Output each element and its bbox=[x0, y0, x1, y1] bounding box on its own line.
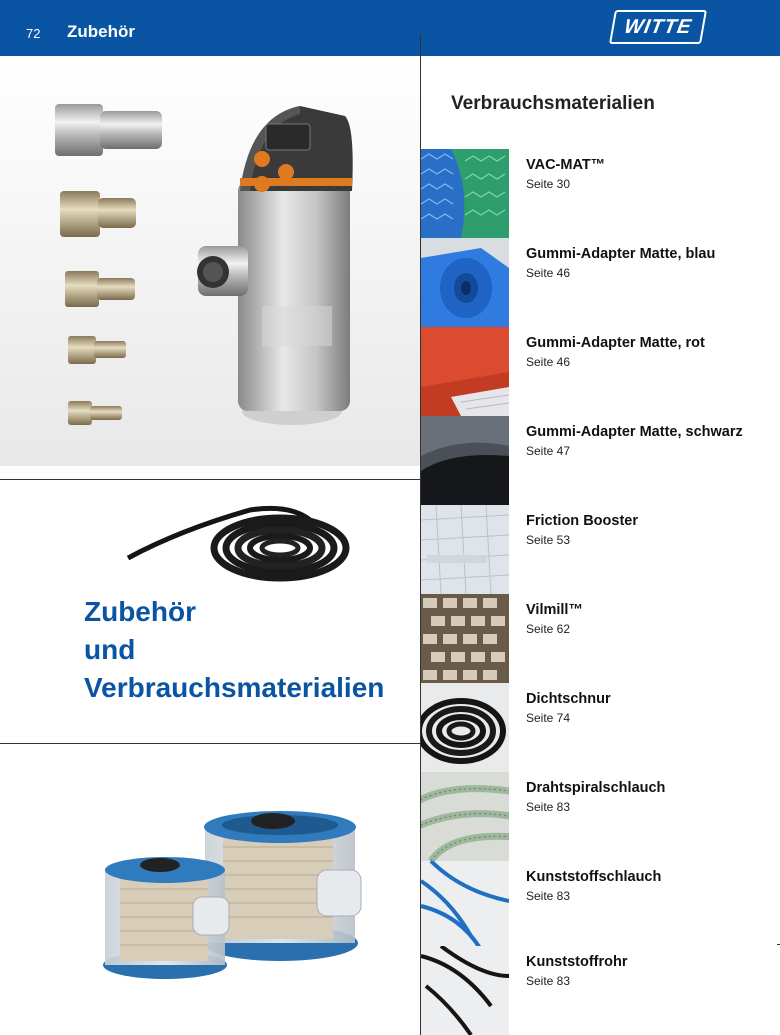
item-name: VAC-MAT™ bbox=[526, 157, 606, 173]
item-page: Seite 46 bbox=[526, 355, 571, 369]
section-divider-top bbox=[0, 479, 420, 480]
item-page: Seite 74 bbox=[526, 711, 571, 725]
item-name: Dichtschnur bbox=[526, 691, 611, 707]
item-page: Seite 62 bbox=[526, 622, 571, 636]
item-name: Drahtspiralschlauch bbox=[526, 780, 666, 796]
list-item bbox=[421, 683, 780, 772]
black-rubber-mat-thumbnail bbox=[421, 416, 509, 505]
list-item bbox=[421, 772, 780, 861]
header-title: Zubehör bbox=[67, 22, 135, 41]
witte-logo bbox=[609, 10, 707, 44]
vilmill-thumbnail bbox=[421, 594, 509, 683]
list-item bbox=[421, 946, 780, 1035]
item-name: Gummi-Adapter Matte, rot bbox=[526, 335, 705, 351]
item-page: Seite 30 bbox=[526, 177, 571, 191]
list-item bbox=[421, 327, 780, 416]
list-item bbox=[421, 861, 780, 950]
item-page: Seite 83 bbox=[526, 800, 571, 814]
chapter-title-line-1: Zubehör bbox=[84, 596, 196, 627]
item-page: Seite 53 bbox=[526, 533, 571, 547]
friction-booster-thumbnail bbox=[421, 505, 509, 594]
item-name: Kunststoffrohr bbox=[526, 954, 628, 970]
item-page: Seite 83 bbox=[526, 974, 571, 988]
item-name: Gummi-Adapter Matte, blau bbox=[526, 246, 716, 262]
item-page: Seite 83 bbox=[526, 889, 571, 903]
list-item bbox=[421, 149, 780, 238]
list-item bbox=[421, 416, 780, 505]
vac-mat-thumbnail bbox=[421, 149, 509, 238]
item-name: Gummi-Adapter Matte, schwarz bbox=[526, 424, 743, 440]
plastic-hose-thumbnail bbox=[421, 861, 509, 950]
chapter-title-line-2: und bbox=[84, 634, 136, 665]
list-item bbox=[421, 238, 780, 327]
blue-rubber-mat-thumbnail bbox=[421, 238, 509, 327]
sealing-cord-photo bbox=[120, 500, 350, 590]
chapter-title bbox=[84, 593, 384, 707]
red-rubber-mat-thumbnail bbox=[421, 327, 509, 416]
section-divider-bottom bbox=[0, 743, 420, 744]
section-title: Verbrauchsmaterialien bbox=[451, 93, 655, 114]
vacuum-filters-photo bbox=[55, 765, 395, 1015]
fittings-sensor-photo bbox=[0, 56, 420, 466]
list-item bbox=[421, 594, 780, 683]
page-number: 72 bbox=[26, 26, 41, 41]
wire-spiral-hose-thumbnail bbox=[421, 772, 509, 861]
logo-text: WITTE bbox=[622, 15, 694, 38]
item-page: Seite 46 bbox=[526, 266, 571, 280]
item-name: Kunststoffschlauch bbox=[526, 869, 662, 885]
plastic-tube-thumbnail bbox=[421, 946, 509, 1035]
item-page: Seite 47 bbox=[526, 444, 571, 458]
list-item bbox=[421, 505, 780, 594]
chapter-title-line-3: Verbrauchsmaterialien bbox=[84, 672, 385, 703]
sealing-cord-thumbnail bbox=[421, 683, 509, 772]
page-header bbox=[0, 0, 780, 56]
item-name: Friction Booster bbox=[526, 513, 638, 529]
item-name: Vilmill™ bbox=[526, 602, 583, 618]
